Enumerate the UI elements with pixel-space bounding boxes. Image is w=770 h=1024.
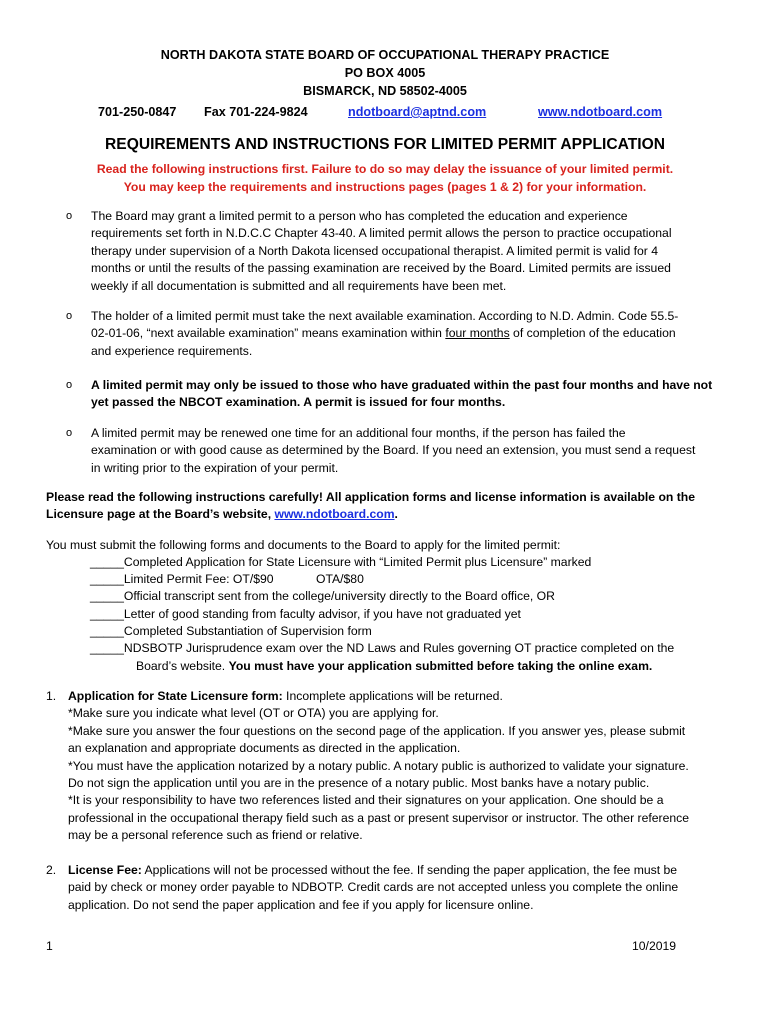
numbered-item <box>68 688 733 845</box>
text-line: *You must have the application notarized by a notary public. A notary public is authorized to validate your signature. <box>68 758 689 773</box>
text-line <box>46 506 736 523</box>
fax-number: Fax 701-224-9824 <box>204 105 308 119</box>
text-line: weekly if all documentation is submitted and all requirements have been met. <box>91 278 507 293</box>
bullet-text <box>91 308 731 360</box>
bullet-text <box>91 425 731 477</box>
checklist-item: _____Letter of good standing from faculty advisor, if you have not graduated yet <box>90 607 521 621</box>
numbered-item <box>68 862 733 914</box>
po-box: PO BOX 4005 <box>344 66 426 80</box>
text-line <box>68 862 733 879</box>
text-line: in writing prior to the expiration of your permit. <box>91 460 339 475</box>
text-line: may be a personal reference such as friend or relative. <box>68 828 363 843</box>
website-link[interactable]: www.ndotboard.com <box>274 507 395 522</box>
text-line: The Board may grant a limited permit to a person who has completed the education and experience <box>91 209 628 223</box>
item-heading: License Fee: <box>68 863 142 877</box>
checklist-item: _____Official transcript sent from the college/university directly to the Board office, OR <box>90 589 555 603</box>
bullet-text <box>91 208 731 295</box>
text-line: *Make sure you indicate what level (OT or OTA) you are applying for. <box>68 706 439 721</box>
phone-number: 701-250-0847 <box>98 105 177 119</box>
text-span: . <box>394 507 398 522</box>
checklist-item-continued <box>136 658 652 675</box>
text-span: Incomplete applications will be returned. <box>282 689 503 703</box>
website-link[interactable]: www.ndotboard.com <box>538 105 663 119</box>
board-header <box>0 46 770 100</box>
text-line: requirements set forth in N.D.C.C Chapter 43-40. A limited permit allows the person to practice occupational <box>91 226 672 241</box>
board-name: NORTH DAKOTA STATE BOARD OF OCCUPATIONAL THERAPY PRACTICE <box>160 48 610 62</box>
text-line: therapy under supervision of a North Dakota licensed occupational therapist. A limited permit is valid for 4 <box>91 243 659 258</box>
text-line: Please read the following instructions carefully! All application forms and license information is available on the <box>46 490 696 504</box>
notice-line-1: Read the following instructions first. Failure to do so may delay the issuance of your limited permit. <box>96 162 674 176</box>
checklist-item: _____Completed Application for State Licensure with “Limited Permit plus Licensure” marked <box>90 555 592 569</box>
text-line: A limited permit may only be issued to those who have graduated within the past four months and have not <box>91 378 713 392</box>
text-span: 02-01-06, “next available examination” means examination within <box>91 326 446 341</box>
checklist-item: _____NDSBOTP Jurisprudence exam over the ND Laws and Rules governing OT practice completed on the <box>90 641 675 655</box>
text-line: an explanation and appropriate documents as directed in the application. <box>68 741 461 756</box>
text-line: Do not sign the application until you are in the presence of a notary public. Most banks have a notary public. <box>68 776 650 791</box>
revision-date: 10/2019 <box>632 939 677 953</box>
item-number: 1. <box>46 689 57 703</box>
text-line: application. Do not send the paper application and fee if you apply for licensure online. <box>68 897 534 912</box>
text-span: of completion of the education <box>509 326 676 341</box>
page-number: 1 <box>46 939 53 953</box>
text-line: and experience requirements. <box>91 343 253 358</box>
text-span: OTA/$80 <box>316 572 364 586</box>
text-span: Applications will not be processed without the fee. If sending the paper application, the fee must be <box>141 863 678 877</box>
text-line: paid by check or money order payable to NDBOTP. Credit cards are not accepted unless you complete the online <box>68 880 679 895</box>
item-number: 2. <box>46 863 57 877</box>
text-line: yet passed the NBCOT examination. A permit is issued for four months. <box>91 395 506 410</box>
red-notice <box>0 160 770 196</box>
instructions-paragraph <box>46 489 736 524</box>
text-line: The holder of a limited permit must take the next available examination. According to N.D. Admin. Code 55.5- <box>91 309 679 323</box>
submit-intro: You must submit the following forms and documents to the Board to apply for the limited permit: <box>46 538 561 552</box>
checklist-item: _____Completed Substantiation of Supervision form <box>90 624 372 638</box>
bullet-icon: o <box>66 427 73 439</box>
text-span: _____Limited Permit Fee: OT/$90 <box>90 572 274 586</box>
text-line: A limited permit may be renewed one time for an additional four months, if the person has failed the <box>91 426 626 440</box>
underlined-text: four months <box>445 326 510 341</box>
text-line <box>91 325 731 342</box>
page-title: REQUIREMENTS AND INSTRUCTIONS FOR LIMITED PERMIT APPLICATION <box>105 136 665 153</box>
item-heading: Application for State Licensure form: <box>68 689 283 703</box>
text-line: months or until the results of the passing examination are received by the Board. Limited permits are issued <box>91 261 671 276</box>
city-line: BISMARCK, ND 58502-4005 <box>303 84 467 98</box>
bullet-text <box>91 377 731 412</box>
bullet-icon: o <box>66 310 73 322</box>
text-span: Licensure page at the Board’s website, <box>46 507 275 522</box>
text-line: examination or with good cause as determined by the Board. If you need an extension, you must send a request <box>91 443 696 458</box>
bullet-icon: o <box>66 210 73 222</box>
bold-text: You must have your application submitted before taking the online exam. <box>228 659 653 673</box>
text-line: *It is your responsibility to have two references listed and their signatures on your application. One should be a <box>68 793 664 808</box>
text-span: Board’s website. <box>136 659 229 673</box>
text-line: *Make sure you answer the four questions on the second page of the application. If you answer yes, please submit <box>68 723 686 738</box>
text-line: professional in the occupational therapy field such as a past or present supervisor or instructor. The other reference <box>68 810 690 825</box>
bullet-icon: o <box>66 379 73 391</box>
email-link[interactable]: ndotboard@aptnd.com <box>348 105 487 119</box>
text-line <box>68 688 733 705</box>
checklist-item <box>90 571 364 588</box>
notice-line-2: You may keep the requirements and instructions pages (pages 1 & 2) for your information. <box>123 180 647 194</box>
